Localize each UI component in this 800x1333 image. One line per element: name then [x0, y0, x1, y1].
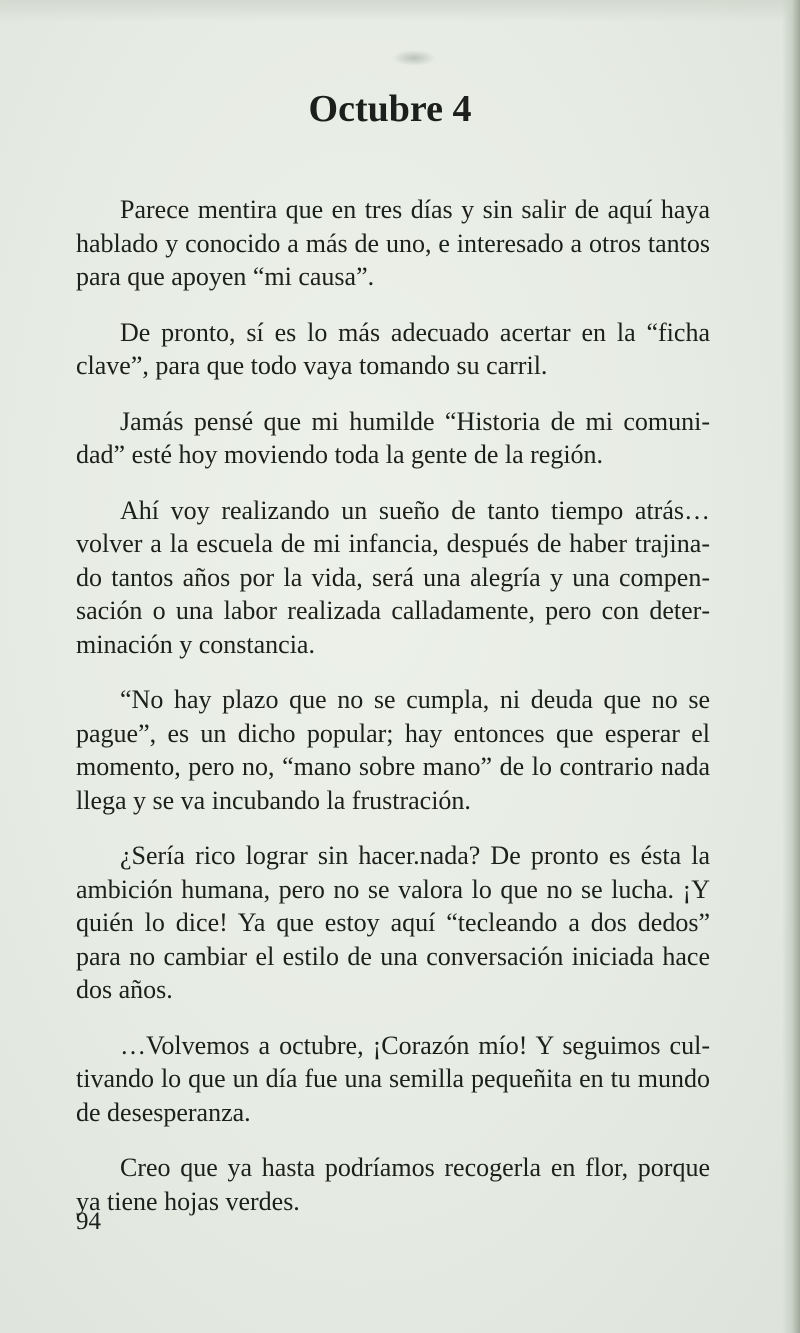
- paragraph-1: Parece mentira que en tres días y sin salir de aquí haya hablado y conocido a más de uno, e interesado a otros tantos para que apoyen “mi causa”.: [76, 195, 710, 291]
- paragraph-5: “No hay plazo que no se cumpla, ni deuda que no se pague”, es un dicho popular; hay entonces que esperar el momento, pero no, “mano sobre mano” de lo contrario nada llega y se va incubando la frustración.: [76, 685, 710, 815]
- paragraph-7: …Volvemos a octubre, ¡Corazón mío! Y seguimos cultivando lo que un día fue una semilla pequeñita en tu mundo de desesperanza.: [76, 1030, 710, 1127]
- paragraph-4: Ahí voy realizando un sueño de tanto tiempo atrás… volver a la escuela de mi infancia, después de haber trajinado tantos años por la vida, será una alegría y una compensación o una labor realizada calladamente, pero con determinación y constancia.: [76, 495, 710, 659]
- page-number: 94: [76, 1208, 101, 1235]
- ink-smudge: [392, 50, 436, 66]
- paragraph-2: De pronto, sí es lo más adecuado acertar en la “ficha clave”, para que todo vaya tomando su carril.: [76, 317, 710, 380]
- body-text: [76, 193, 710, 1240]
- paragraph-8: Creo que ya hasta podríamos recogerla en flor, porque ya tiene hojas verdes.: [76, 1153, 710, 1216]
- paragraph-3: Jamás pensé que mi humilde “Historia de mi comunidad” esté hoy moviendo toda la gente de la región.: [76, 406, 710, 469]
- page-spine-edge: [782, 0, 800, 1333]
- page-title: Octubre 4: [308, 88, 472, 130]
- page-top-shadow: [0, 0, 800, 22]
- paragraph-6: ¿Sería rico lograr sin hacer.nada? De pronto es ésta la ambición humana, pero no se valora lo que no se lucha. ¡Y quién lo dice! Ya que estoy aquí “tecleando a dos dedos” para no cambiar el estilo de una conversación iniciada hace dos años.: [76, 841, 710, 1004]
